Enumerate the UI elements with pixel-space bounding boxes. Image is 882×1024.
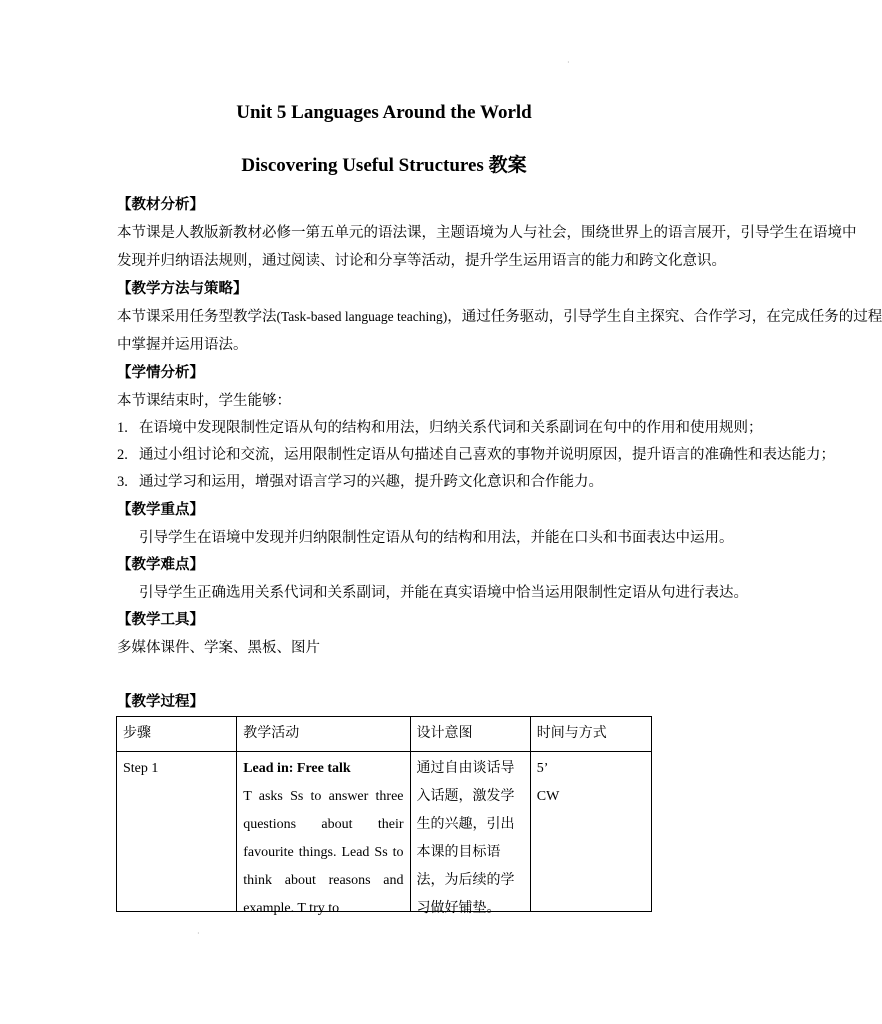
section-heading-methods: 【教学方法与策略】 [117,281,248,297]
page-mark: · [197,929,200,938]
list-item [117,470,603,491]
document-subtitle: Discovering Useful Structures 教案 [241,155,527,176]
section-heading-textbook-analysis: 【教材分析】 [117,197,204,213]
page-mark: · [567,58,570,67]
step-cell: Step 1 [117,752,237,912]
list-number: 3. [117,474,128,490]
activity-title: Lead in: Free talk [243,761,351,776]
document-title: Unit 5 Languages Around the World [236,102,532,123]
paragraph-line: 引导学生在语境中发现并归纳限制性定语从句的结构和用法，并能在口头和书面表达中运用。 [139,530,734,546]
list-text: 通过小组讨论和交流，运用限制性定语从句描述自己喜欢的事物并说明原因，提升语言的准确性和表达能力； [139,447,835,463]
section-heading-key-points: 【教学重点】 [117,502,204,518]
section-heading-tools: 【教学工具】 [117,612,204,628]
mode-value: CW [536,789,560,804]
activity-cell [237,752,410,916]
time-cell [530,752,651,912]
table-header-row [117,717,652,752]
table-header-cell: 时间与方式 [530,717,651,752]
table-header-cell: 教学活动 [237,717,410,752]
purpose-cell [410,752,530,916]
paragraph-line: 发现并归纳语法规则，通过阅读、讨论和分享等活动，提升学生运用语言的能力和跨文化意识。 [117,253,726,269]
table-header-cell: 设计意图 [410,717,530,752]
activity-text: T asks Ss to answer three questions about their favourite things. Lead Ss to think about reasons and example. T try to [243,789,404,916]
purpose-text: 通过自由谈话导入话题，激发学生的兴趣，引出本课的目标语法，为后续的学习做好铺垫。 [416,761,515,916]
paragraph-line: 引导学生正确选用关系代词和关系副词，并能在真实语境中恰当运用限制性定语从句进行表达。 [139,585,748,601]
list-item [117,443,835,464]
paragraph-line [117,305,882,326]
paragraph-text: ，通过任务驱动，引导学生自主探究、合作学习，在完成任务的过程 [447,309,882,325]
list-text: 通过学习和运用，增强对语言学习的兴趣，提升跨文化意识和合作能力。 [139,474,603,490]
table-header-cell: 步骤 [117,717,237,752]
section-heading-learner-analysis: 【学情分析】 [117,365,204,381]
section-heading-procedure: 【教学过程】 [117,694,204,710]
paragraph-line: 多媒体课件、学案、黑板、图片 [117,640,320,656]
list-number: 2. [117,447,128,463]
list-item [117,416,763,437]
paragraph-english-term: (Task-based language teaching) [276,309,448,324]
paragraph-text: 本节课采用任务型教学法 [117,309,277,325]
list-number: 1. [117,420,128,436]
paragraph-line: 本节课结束时，学生能够： [117,393,291,409]
list-text: 在语境中发现限制性定语从句的结构和用法，归纳关系代词和关系副词在句中的作用和使用规则； [139,420,763,436]
paragraph-line: 本节课是人教版新教材必修一第五单元的语法课，主题语境为人与社会，围绕世界上的语言展开，引导学生在语境中 [117,225,857,241]
table-row [117,752,652,912]
lesson-plan-table [116,716,652,916]
paragraph-line: 中掌握并运用语法。 [117,337,248,353]
time-value: 5’ [536,761,549,776]
section-heading-difficulties: 【教学难点】 [117,557,204,573]
